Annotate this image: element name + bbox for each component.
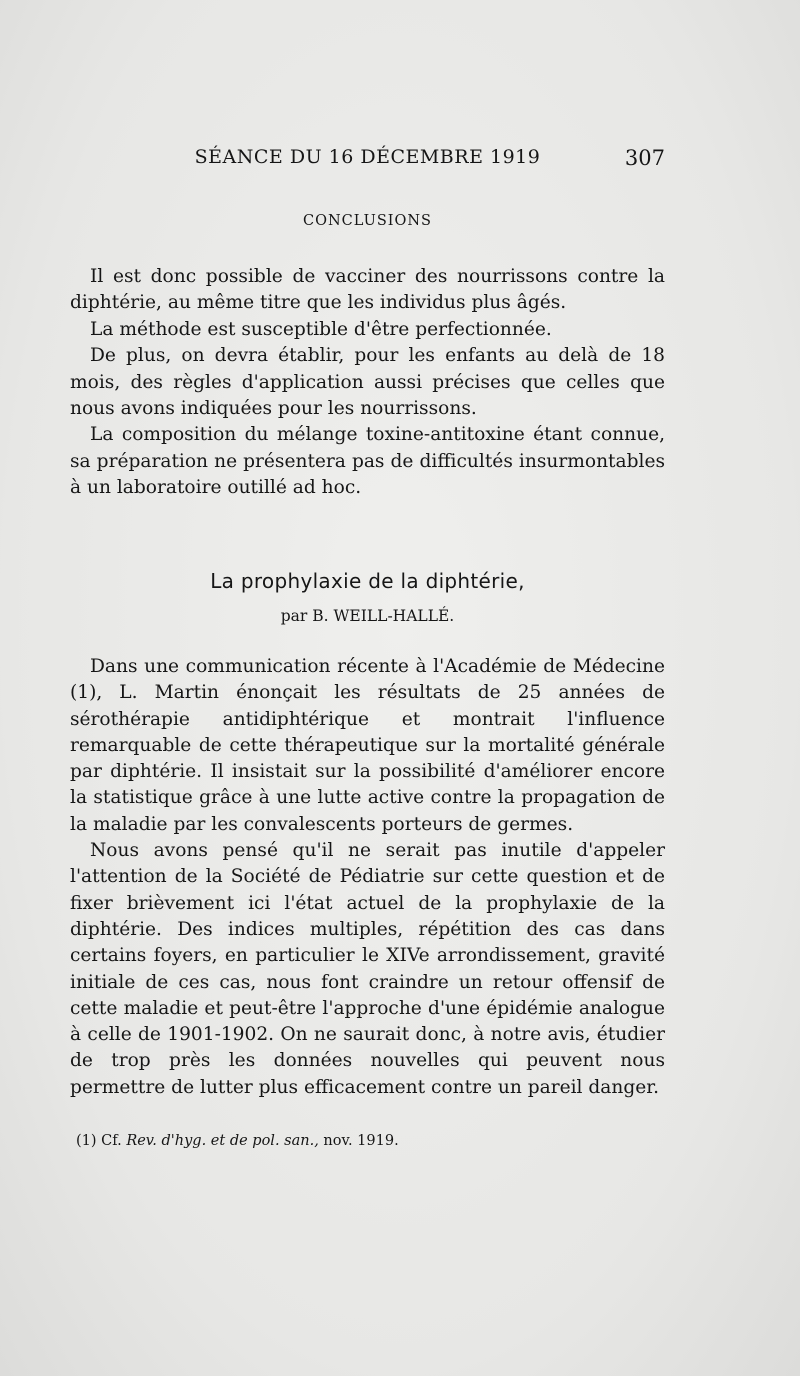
article-title: La prophylaxie de la diphtérie,: [210, 569, 525, 593]
article-byline: par B. WEILL-HALLÉ.: [280, 607, 455, 625]
footnote-date: nov. 1919.: [323, 1133, 399, 1149]
page-number: 307: [624, 146, 665, 170]
running-title: SÉANCE DU 16 DÉCEMBRE 1919: [194, 146, 541, 168]
footnote-marker: (1) Cf.: [76, 1133, 122, 1149]
footnote: [76, 1133, 666, 1149]
conclusions-paragraph: De plus, on devra établir, pour les enfants au delà de 18 mois, des règles d'application aussi précises que celles que nous avons indiquées pour les nourrissons.: [70, 345, 665, 420]
footnote-citation: Rev. d'hyg. et de pol. san.,: [126, 1133, 319, 1149]
conclusions-heading: CONCLUSIONS: [303, 213, 432, 229]
article-paragraph: Dans une communication récente à l'Académie de Médecine (1), L. Martin énonçait les résultats de 25 années de sérothérapie antidiphtérique et montrait l'influence remarquable de cette thérapeutique sur la mortalité générale par diphtérie. Il insistait sur la possibilité d'améliorer encore la statistique grâce à une lutte active contre la propagation de la maladie par les convalescents porteurs de germes.: [70, 656, 665, 835]
conclusions-paragraph: Il est donc possible de vacciner des nourrissons contre la diphtérie, au même titre que les individus plus âgés.: [70, 266, 665, 314]
conclusions-text: [70, 264, 665, 502]
article-paragraph: Nous avons pensé qu'il ne serait pas inutile d'appeler l'attention de la Société de Pédiatrie sur cette question et de fixer brièvement ici l'état actuel de la prophylaxie de la diphtérie. Des indices multiples, répétition des cas dans certains foyers, en particulier le XIVe arrondissement, gravité initiale de ces cas, nous font craindre un retour offensif de cette maladie et peut-être l'approche d'une épidémie analogue à celle de 1901-1902. On ne saurait donc, à notre avis, étudier de trop près les données nouvelles qui peuvent nous permettre de lutter plus efficacement contre un pareil danger.: [70, 840, 665, 1098]
conclusions-paragraph: La méthode est susceptible d'être perfectionnée.: [90, 318, 552, 340]
running-head: [70, 146, 665, 172]
conclusions-paragraph: La composition du mélange toxine-antitoxine étant connue, sa préparation ne présentera pas de difficultés insurmontables à un laboratoire outillé ad hoc.: [70, 424, 665, 499]
article-body: [70, 654, 665, 1101]
